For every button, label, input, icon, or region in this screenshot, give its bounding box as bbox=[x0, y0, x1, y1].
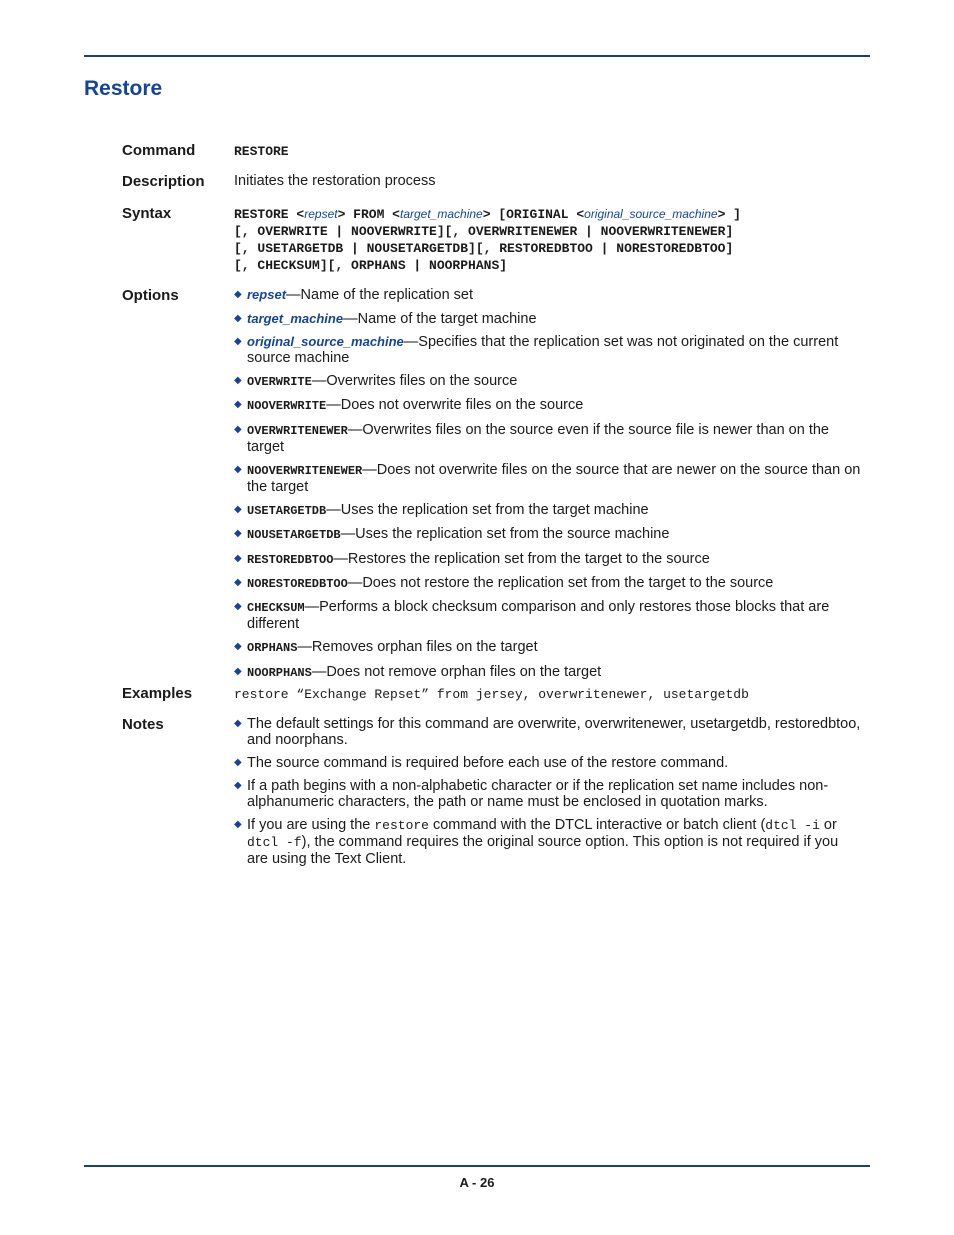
diamond-bullet-icon: ◆ bbox=[234, 553, 242, 564]
option-name: repset bbox=[247, 287, 287, 302]
option-desc: —Overwrites files on the source bbox=[311, 373, 518, 389]
list-item bbox=[234, 639, 862, 656]
syntax-line-1: RESTORE <repset> FROM <target_machine> [ORIGINAL <original_source_machine> ] bbox=[234, 207, 741, 222]
syntax-line-4: [, CHECKSUM][, ORPHANS | NOORPHANS] bbox=[234, 258, 508, 273]
syntax-placeholder-original-source: original_source_machine bbox=[584, 207, 718, 221]
list-item bbox=[234, 311, 862, 327]
options-label: Options bbox=[122, 287, 179, 304]
example-code: restore “Exchange Repset” from jersey, overwritenewer, usetargetdb bbox=[234, 687, 749, 702]
page-number: A - 26 bbox=[459, 1175, 495, 1190]
option-desc: —Does not restore the replication set from the target to the source bbox=[347, 575, 774, 591]
option-desc: —Uses the replication set from the target machine bbox=[326, 502, 649, 518]
syntax-placeholder-target-machine: target_machine bbox=[400, 207, 483, 221]
list-item bbox=[234, 575, 862, 592]
diamond-bullet-icon: ◆ bbox=[234, 666, 242, 677]
option-desc: —Overwrites files on the source even if the source file is newer than on the target bbox=[247, 422, 829, 455]
option-desc: —Performs a block checksum comparison and only restores those blocks that are different bbox=[247, 599, 830, 632]
command-label: Command bbox=[122, 142, 196, 159]
diamond-bullet-icon: ◆ bbox=[234, 528, 242, 539]
option-name: RESTOREDBTOO bbox=[247, 553, 334, 567]
diamond-bullet-icon: ◆ bbox=[234, 313, 242, 324]
description-label: Description bbox=[122, 173, 205, 190]
description-value: Initiates the restoration process bbox=[234, 173, 436, 189]
inline-code: dtcl -f bbox=[247, 835, 302, 850]
option-desc: —Specifies that the replication set was not originated on the current source machine bbox=[247, 334, 839, 366]
option-desc: —Does not overwrite files on the source bbox=[326, 397, 584, 413]
diamond-bullet-icon: ◆ bbox=[234, 601, 242, 612]
note-text: The default settings for this command are overwrite, overwritenewer, usetargetdb, restoredbtoo, and noorphans. bbox=[247, 716, 861, 748]
option-name: NOOVERWRITE bbox=[247, 399, 327, 413]
option-name: CHECKSUM bbox=[247, 601, 305, 615]
list-item bbox=[234, 716, 862, 748]
option-desc: —Restores the replication set from the target to the source bbox=[333, 551, 710, 567]
list-item bbox=[234, 287, 862, 303]
list-item bbox=[234, 422, 862, 455]
list-item: ◆ If you are using the restore command with the DTCL interactive or batch client (dtcl -i or dtcl -f), the command requires the original source option. This option is not required if you are using the Text Client. bbox=[234, 817, 839, 867]
note-text: If a path begins with a non-alphabetic character or if the replication set name includes non-alphanumeric characters, the path or name must be enclosed in quotation marks. bbox=[247, 778, 829, 810]
list-item bbox=[234, 526, 862, 543]
top-rule bbox=[84, 55, 870, 57]
inline-code: restore bbox=[374, 818, 429, 833]
list-item bbox=[234, 664, 862, 681]
notes-label: Notes bbox=[122, 716, 164, 733]
list-item bbox=[234, 755, 862, 771]
option-desc: —Does not overwrite files on the source that are newer on the source than on the target bbox=[247, 462, 861, 495]
command-value: RESTORE bbox=[234, 144, 289, 159]
diamond-bullet-icon: ◆ bbox=[234, 577, 242, 588]
option-desc: —Uses the replication set from the source machine bbox=[340, 526, 670, 542]
note-text: The source command is required before each use of the restore command. bbox=[247, 755, 729, 771]
diamond-bullet-icon: ◆ bbox=[234, 464, 242, 475]
diamond-bullet-icon: ◆ bbox=[234, 289, 242, 300]
diamond-bullet-icon: ◆ bbox=[234, 757, 242, 768]
list-item bbox=[234, 397, 862, 414]
inline-code: dtcl -i bbox=[765, 818, 820, 833]
syntax-placeholder-repset: repset bbox=[304, 207, 338, 221]
syntax-label: Syntax bbox=[122, 205, 172, 222]
list-item bbox=[234, 462, 862, 495]
option-name: OVERWRITE bbox=[247, 375, 312, 389]
options-list-container bbox=[234, 287, 862, 681]
option-desc: —Removes orphan files on the target bbox=[297, 639, 538, 655]
syntax-line-2: [, OVERWRITE | NOOVERWRITE][, OVERWRITENEWER | NOOVERWRITENEWER] bbox=[234, 224, 734, 239]
option-name: target_machine bbox=[247, 311, 344, 326]
diamond-bullet-icon: ◆ bbox=[234, 424, 242, 435]
list-item bbox=[234, 373, 862, 390]
option-name: ORPHANS bbox=[247, 641, 298, 655]
list-item bbox=[234, 551, 862, 568]
option-name: NORESTOREDBTOO bbox=[247, 577, 348, 591]
diamond-bullet-icon: ◆ bbox=[234, 780, 242, 791]
diamond-bullet-icon: ◆ bbox=[234, 399, 242, 410]
option-name: NOUSETARGETDB bbox=[247, 528, 341, 542]
examples-label: Examples bbox=[122, 685, 193, 702]
page-title: Restore bbox=[84, 77, 163, 100]
notes-list-container bbox=[234, 716, 862, 867]
list-item bbox=[234, 334, 862, 366]
bottom-rule bbox=[84, 1165, 870, 1167]
diamond-bullet-icon: ◆ bbox=[234, 641, 242, 652]
option-desc: —Does not remove orphan files on the target bbox=[311, 664, 602, 680]
diamond-bullet-icon: ◆ bbox=[234, 504, 242, 515]
syntax-line-3: [, USETARGETDB | NOUSETARGETDB][, RESTOREDBTOO | NORESTOREDBTOO] bbox=[234, 241, 734, 256]
option-desc: —Name of the target machine bbox=[343, 311, 537, 327]
option-name: original_source_machine bbox=[247, 334, 404, 349]
list-item bbox=[234, 502, 862, 519]
list-item bbox=[234, 778, 862, 810]
option-desc: —Name of the replication set bbox=[286, 287, 474, 303]
diamond-bullet-icon: ◆ bbox=[234, 718, 242, 729]
option-name: NOOVERWRITENEWER bbox=[247, 464, 363, 478]
diamond-bullet-icon: ◆ bbox=[234, 819, 242, 830]
option-name: USETARGETDB bbox=[247, 504, 327, 518]
options-list bbox=[234, 287, 862, 681]
option-name: NOORPHANS bbox=[247, 666, 312, 680]
list-item bbox=[234, 599, 862, 632]
diamond-bullet-icon: ◆ bbox=[234, 336, 242, 347]
notes-list bbox=[234, 716, 862, 867]
syntax-block bbox=[234, 206, 862, 274]
diamond-bullet-icon: ◆ bbox=[234, 375, 242, 386]
option-name: OVERWRITENEWER bbox=[247, 424, 348, 438]
